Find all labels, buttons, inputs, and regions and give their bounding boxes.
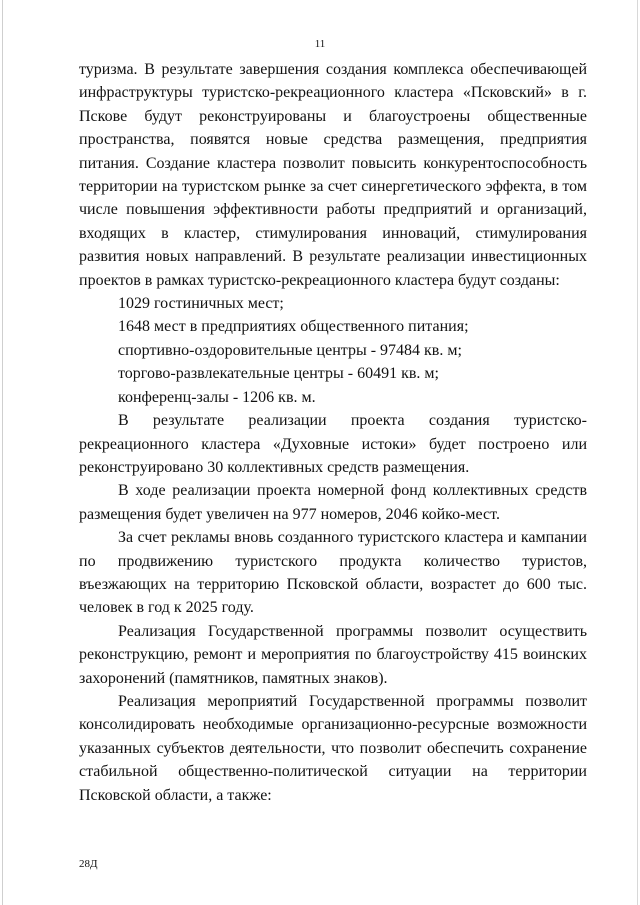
paragraph-consolidation: Реализация мероприятий Государственной программы позволит консолидировать необходимые организационно-ресурсные возможности указанных субъектов деятельности, что позволит обеспечить сохранение стабильной общественно-политической ситуации на территории Псковской области, а также: bbox=[79, 692, 587, 804]
body-text bbox=[79, 58, 587, 807]
list-item-conference-halls: конференц-залы - 1206 кв. м. bbox=[118, 388, 316, 406]
scan-edge-right bbox=[637, 0, 638, 905]
paragraph-tourist-flow: За счет рекламы вновь созданного туристского кластера и кампании по продвижению туристского продукта количество туристов, въезжающих на территорию Псковской области, возрастет до 600 тыс. человек в год к 2025 году. bbox=[79, 529, 587, 617]
footer-code: 28Д bbox=[79, 858, 98, 870]
paragraph-cluster-pskovsky: туризма. В результате завершения создания комплекса обеспечивающей инфраструктуры туристско-рекреационного кластера «Псковский» в г. Пскове будут реконструированы и благоустроены общественные пространства, появятся новые средства размещения, предприятия питания. Создание кластера позволит повысить конкурентоспособность территории на туристском рынке за счет синергетического эффекта, в том числе повышения эффективности работы предприятий и организаций, входящих в кластер, стимулирования инноваций, стимулирования развития новых направлений. В результате реализации инвестиционных проектов в рамках туристско-рекреационного кластера будут созданы: bbox=[79, 61, 587, 289]
paragraph-room-stock: В ходе реализации проекта номерной фонд коллективных средств размещения будет увеличен на 977 номеров, 2046 койко-мест. bbox=[79, 482, 587, 523]
list-item-catering-places: 1648 мест в предприятиях общественного питания; bbox=[118, 318, 469, 336]
scan-edge-left bbox=[2, 0, 3, 905]
page-number: 11 bbox=[314, 38, 326, 50]
list-item-entertainment-centers: торгово-развлекательные центры - 60491 кв. м; bbox=[118, 365, 439, 383]
paragraph-war-graves: Реализация Государственной программы позволит осуществить реконструкцию, ремонт и мероприятия по благоустройству 415 воинских захоронений (памятников, памятных знаков). bbox=[79, 622, 587, 687]
list-item-hotel-places: 1029 гостиничных мест; bbox=[118, 295, 284, 313]
list-item-sports-centers: спортивно-оздоровительные центры - 97484 кв. м; bbox=[118, 341, 462, 359]
paragraph-cluster-dukhovnye-istoki: В результате реализации проекта создания туристско-рекреационного кластера «Духовные истоки» будет построено или реконструировано 30 коллективных средств размещения. bbox=[79, 412, 587, 476]
